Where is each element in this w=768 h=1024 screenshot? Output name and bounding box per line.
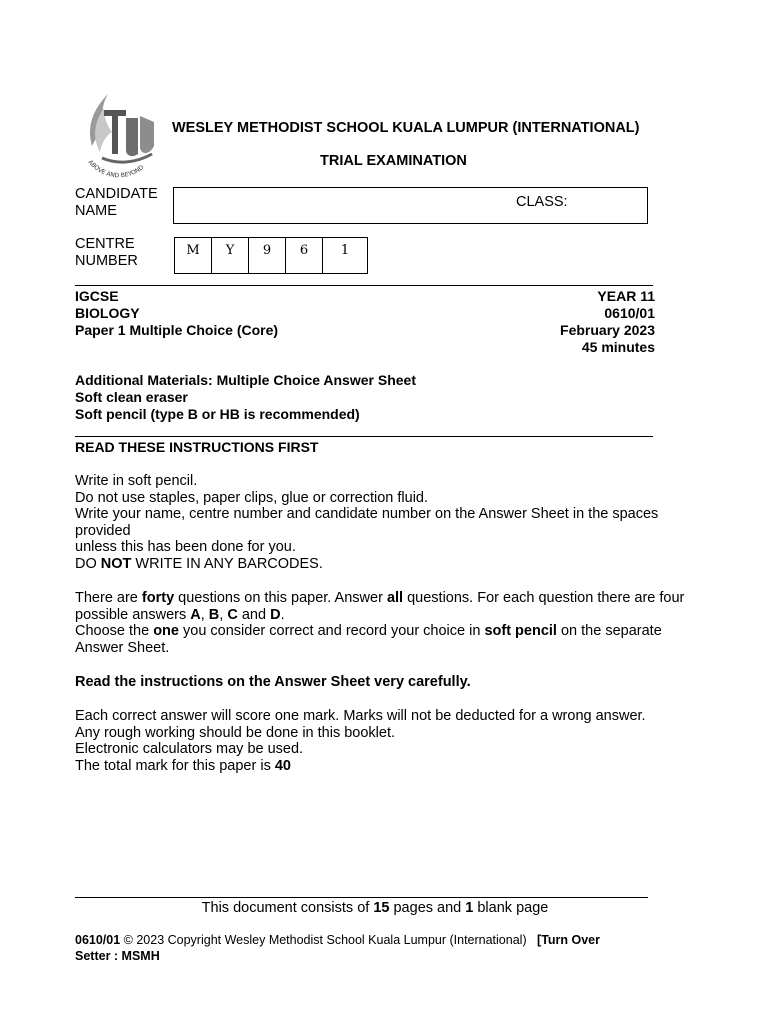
page-count-note: This document consists of 15 pages and 1 blank page (201, 900, 549, 916)
centre-digit: 1 (340, 243, 350, 258)
instructions-body: Write in soft pencil. Do not use staples, paper clips, glue or correction fluid. Write your name, centre number and candidate number on the Answer Sheet in the spaces provided unless this has been done for you. DO NOT WRITE IN ANY BARCODES. (75, 473, 659, 572)
marking-info: Each correct answer will score one mark. Marks will not be deducted for a wrong answer. Any rough working should be done in this booklet. Electronic calculators may be used. The total mark for this paper is 40 (75, 708, 646, 774)
footer-divider (75, 897, 648, 898)
divider (75, 436, 653, 437)
copyright-footer: 0610/01 © 2023 Copyright Wesley Methodist School Kuala Lumpur (International) [Turn Over Setter : MSMH (75, 933, 601, 963)
class-label: CLASS: (516, 194, 568, 210)
candidate-name-field[interactable] (173, 187, 648, 224)
centre-digit: Y (212, 238, 249, 273)
paper-info-left: IGCSE BIOLOGY Paper 1 Multiple Choice (Core) (75, 288, 279, 338)
divider (75, 285, 653, 286)
paper-info-right: YEAR 11 0610/01 February 2023 45 minutes (560, 288, 655, 355)
centre-digit: 6 (286, 238, 323, 273)
exam-title: TRIAL EXAMINATION (320, 153, 467, 169)
additional-materials: Additional Materials: Multiple Choice Answer Sheet Soft clean eraser Soft pencil (type B or HB is recommended) (75, 372, 416, 422)
school-logo-icon (82, 88, 162, 184)
centre-number-label: CENTRE NUMBER (75, 236, 138, 269)
instructions-heading: READ THESE INSTRUCTIONS FIRST (75, 439, 319, 455)
candidate-name-label: CANDIDATE NAME (75, 186, 158, 219)
questions-info: There are forty questions on this paper. Answer all questions. For each question there are four possible answers A, B, C and D. Choose the one you consider correct and record your choice in soft pencil on the separate Answer Sheet. (75, 590, 685, 656)
logo-motto: ABOVE AND BEYOND (86, 158, 146, 180)
answer-sheet-note: Read the instructions on the Answer Sheet very carefully. (75, 674, 471, 690)
centre-digit: 9 (249, 238, 286, 273)
centre-digit: M (175, 238, 212, 273)
centre-number-boxes (174, 237, 368, 274)
school-name: WESLEY METHODIST SCHOOL KUALA LUMPUR (INTERNATIONAL) (172, 120, 640, 136)
